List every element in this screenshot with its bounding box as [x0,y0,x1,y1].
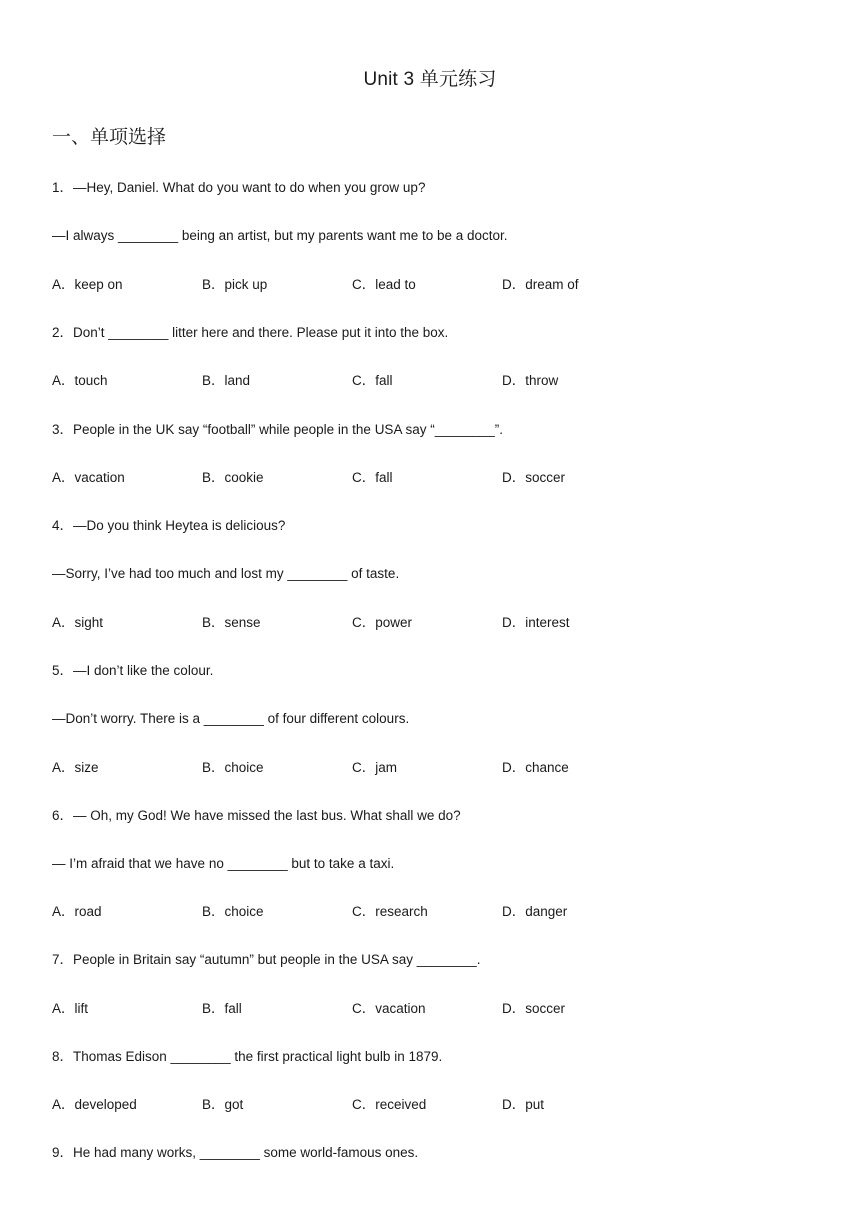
option-a: A．size [52,760,99,775]
option-d: D．interest [502,615,570,630]
option-a: A．vacation [52,470,125,485]
option-c: C．received [352,1097,427,1112]
option-b: B．fall [202,1001,242,1016]
option-a: A．keep on [52,277,123,292]
option-c: C．research [352,904,428,919]
option-a: A．road [52,904,102,919]
option-a: A．sight [52,615,104,630]
option-a: A．lift [52,1001,89,1016]
question-1-stem: 1．—Hey, Daniel. What do you want to do when you grow up? [52,180,426,195]
section-heading: 一、单项选择 [52,127,167,148]
question-1-response: —I always ________ being an artist, but my parents want me to be a doctor. [52,228,508,243]
option-b: B．got [202,1097,244,1112]
question-7-stem: 7．People in Britain say “autumn” but people in the USA say ________. [52,952,481,967]
option-c: C．lead to [352,277,416,292]
question-5-stem: 5．—I don’t like the colour. [52,663,214,678]
option-b: B．choice [202,760,264,775]
question-4-stem: 4．—Do you think Heytea is delicious? [52,518,286,533]
option-d: D．chance [502,760,569,775]
option-b: B．choice [202,904,264,919]
option-c: C．jam [352,760,398,775]
option-d: D．throw [502,373,559,388]
question-6-response: — I’m afraid that we have no ________ but to take a taxi. [52,856,395,871]
question-5-response: —Don’t worry. There is a ________ of four different colours. [52,711,410,726]
option-c: C．vacation [352,1001,426,1016]
option-b: B．land [202,373,251,388]
option-c: C．fall [352,470,393,485]
option-b: B．pick up [202,277,268,292]
option-d: D．soccer [502,1001,566,1016]
option-b: B．sense [202,615,261,630]
option-d: D．danger [502,904,568,919]
question-3-stem: 3．People in the UK say “football” while people in the USA say “________”. [52,422,504,437]
question-6-stem: 6．— Oh, my God! We have missed the last bus. What shall we do? [52,808,461,823]
option-a: A．touch [52,373,108,388]
option-c: C．power [352,615,413,630]
question-8-stem: 8．Thomas Edison ________ the first practical light bulb in 1879. [52,1049,443,1064]
option-d: D．soccer [502,470,566,485]
option-a: A．developed [52,1097,137,1112]
document-title: Unit 3 单元练习 [363,69,497,90]
option-b: B．cookie [202,470,264,485]
question-9-stem: 9．He had many works, ________ some world-famous ones. [52,1145,419,1160]
option-d: D．put [502,1097,545,1112]
option-c: C．fall [352,373,393,388]
option-d: D．dream of [502,277,579,292]
question-2-stem: 2．Don’t ________ litter here and there. Please put it into the box. [52,325,449,340]
question-4-response: —Sorry, I’ve had too much and lost my ________ of taste. [52,566,400,581]
